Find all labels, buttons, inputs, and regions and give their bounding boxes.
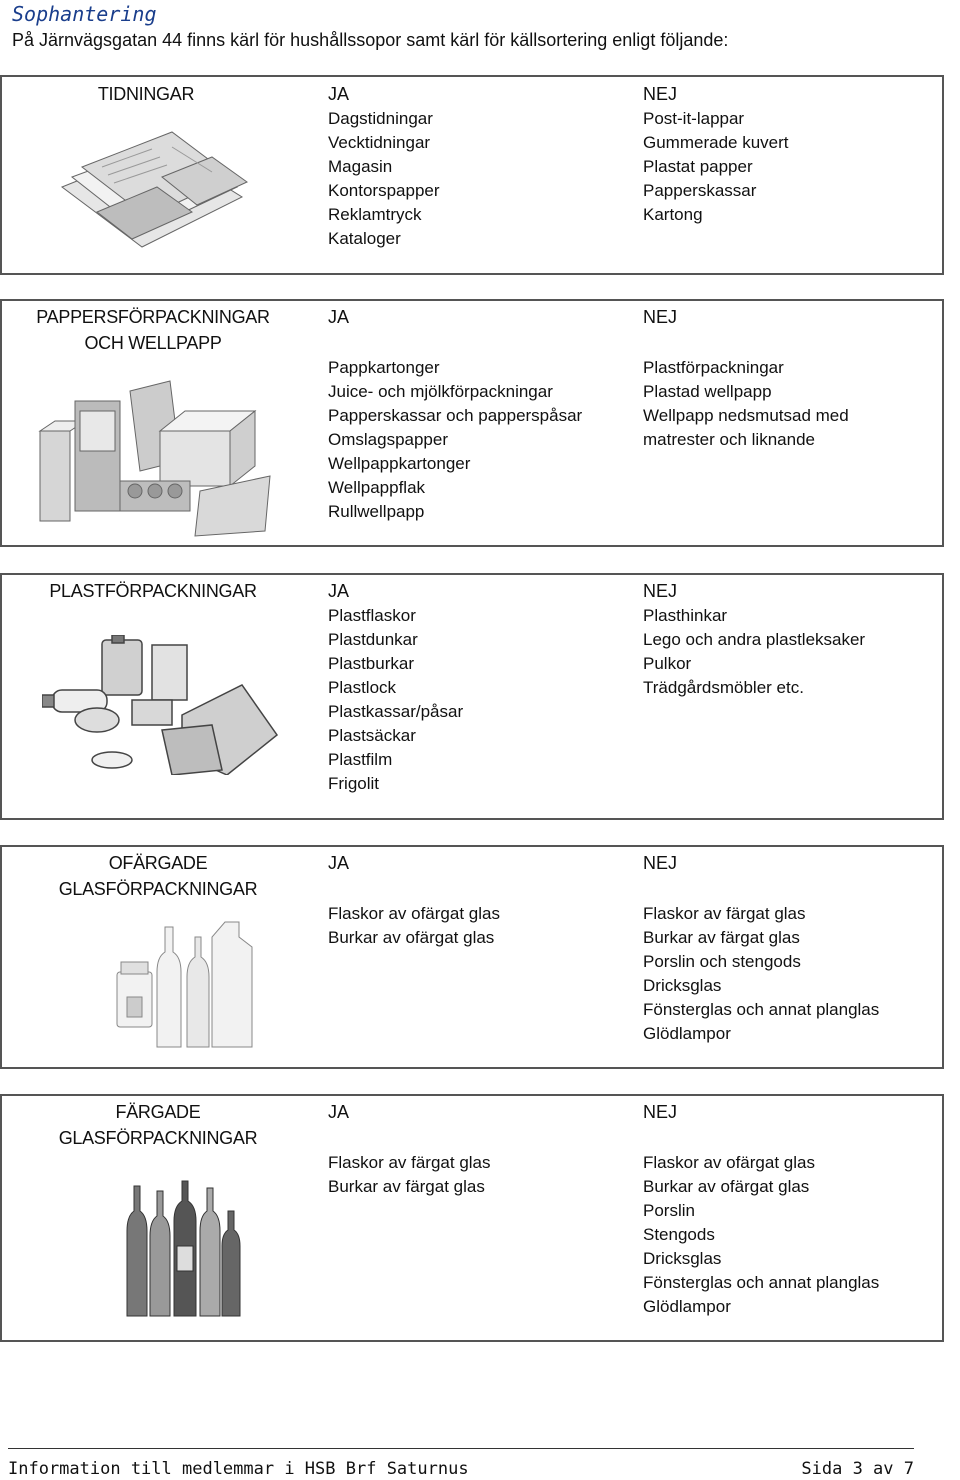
ja-item: Omslagspapper (328, 430, 449, 449)
ja-item: Plastkassar/påsar (328, 702, 464, 721)
nej-item: Dricksglas (643, 1249, 722, 1268)
ja-column (328, 1099, 491, 1199)
nej-column (643, 81, 789, 227)
nej-heading: NEJ (643, 84, 678, 104)
nej-item: Lego och andra plastleksaker (643, 630, 866, 649)
nej-item: Glödlampor (643, 1297, 731, 1316)
ja-item: Wellpappflak (328, 478, 426, 497)
nej-heading: NEJ (643, 581, 678, 601)
nej-item: Post-it-lappar (643, 109, 745, 128)
ja-column (328, 578, 463, 796)
intro-text: På Järnvägsgatan 44 finns kärl för hushållssopor samt kärl för källsortering enligt följande: (12, 30, 729, 50)
ja-heading: JA (328, 307, 350, 327)
nej-item: Papperskassar (643, 181, 757, 200)
ja-item: Flaskor av färgat glas (328, 1153, 491, 1172)
ja-item: Frigolit (328, 774, 380, 793)
nej-heading: NEJ (643, 853, 678, 873)
nej-item: Burkar av färgat glas (643, 928, 800, 947)
ja-heading: JA (328, 853, 350, 873)
ja-item: Flaskor av ofärgat glas (328, 904, 500, 923)
nej-column (643, 578, 865, 700)
ja-item: Wellpappkartonger (328, 454, 471, 473)
category-label: PLASTFÖRPACKNINGAR (49, 581, 257, 601)
ja-heading: JA (328, 1102, 350, 1122)
nej-column (643, 850, 879, 1046)
ja-item: Plastsäckar (328, 726, 416, 745)
ja-column (328, 304, 582, 524)
ja-item: Juice- och mjölkförpackningar (328, 382, 553, 401)
ja-item: Kontorspapper (328, 181, 440, 200)
nej-heading: NEJ (643, 307, 678, 327)
category-label: FÄRGADE GLASFÖRPACKNINGAR (58, 1102, 258, 1148)
nej-item: Porslin (643, 1201, 695, 1220)
nej-item: Trädgårdsmöbler etc. (643, 678, 804, 697)
ja-column (328, 81, 440, 251)
ja-item: Reklamtryck (328, 205, 422, 224)
packaging-illustration (20, 371, 280, 541)
ja-item: Vecktidningar (328, 133, 431, 152)
ja-item: Plastlock (328, 678, 397, 697)
ja-item: Burkar av ofärgat glas (328, 928, 495, 947)
section-ofargade-glas (0, 845, 944, 1069)
nej-item: Plastat papper (643, 157, 753, 176)
ja-column (328, 850, 500, 950)
nej-item: Dricksglas (643, 976, 722, 995)
colored-glass-illustration (122, 1176, 242, 1326)
ja-item: Papperskassar och papperspåsar (328, 406, 583, 425)
nej-item: Fönsterglas och annat planglas (643, 1273, 880, 1292)
nej-column (643, 1099, 879, 1319)
ja-item: Plastfilm (328, 750, 393, 769)
nej-item: Gummerade kuvert (643, 133, 789, 152)
page-title: Sophantering (12, 2, 157, 26)
section-tidningar (0, 75, 944, 275)
ja-item: Magasin (328, 157, 393, 176)
footer-info: Information till medlemmar i HSB Brf Saturnus (8, 1459, 469, 1479)
nej-column (643, 304, 849, 452)
ja-item: Kataloger (328, 229, 401, 248)
nej-item: Glödlampor (643, 1024, 731, 1043)
section-fargade-glas (0, 1094, 944, 1342)
nej-item: Fönsterglas och annat planglas (643, 1000, 880, 1019)
ja-item: Plastburkar (328, 654, 414, 673)
nej-item: Plastad wellpapp (643, 382, 772, 401)
ja-heading: JA (328, 581, 350, 601)
newspapers-illustration (42, 117, 262, 267)
nej-item: Plastförpackningar (643, 358, 784, 377)
nej-item: matrester och liknande (643, 430, 815, 449)
nej-item: Stengods (643, 1225, 715, 1244)
nej-item: Flaskor av ofärgat glas (643, 1153, 815, 1172)
ja-item: Plastflaskor (328, 606, 416, 625)
page-footer (8, 1448, 914, 1479)
plastics-illustration (42, 635, 282, 775)
ja-item: Rullwellpapp (328, 502, 425, 521)
nej-item: Plasthinkar (643, 606, 728, 625)
nej-item: Kartong (643, 205, 703, 224)
nej-item: Flaskor av färgat glas (643, 904, 806, 923)
nej-item: Burkar av ofärgat glas (643, 1177, 810, 1196)
ja-item: Dagstidningar (328, 109, 433, 128)
clear-glass-illustration (97, 917, 267, 1057)
ja-item: Plastdunkar (328, 630, 418, 649)
nej-item: Pulkor (643, 654, 692, 673)
ja-item: Pappkartonger (328, 358, 440, 377)
ja-item: Burkar av färgat glas (328, 1177, 485, 1196)
section-pappersforpackningar (0, 299, 944, 547)
section-plastforpackningar (0, 573, 944, 820)
nej-heading: NEJ (643, 1102, 678, 1122)
category-label: PAPPERSFÖRPACKNINGAR OCH WELLPAPP (36, 307, 270, 353)
category-label: TIDNINGAR (97, 84, 195, 104)
nej-item: Wellpapp nedsmutsad med (643, 406, 849, 425)
nej-item: Porslin och stengods (643, 952, 801, 971)
page-number: Sida 3 av 7 (801, 1459, 914, 1479)
ja-heading: JA (328, 84, 350, 104)
category-label: OFÄRGADE GLASFÖRPACKNINGAR (58, 853, 258, 899)
